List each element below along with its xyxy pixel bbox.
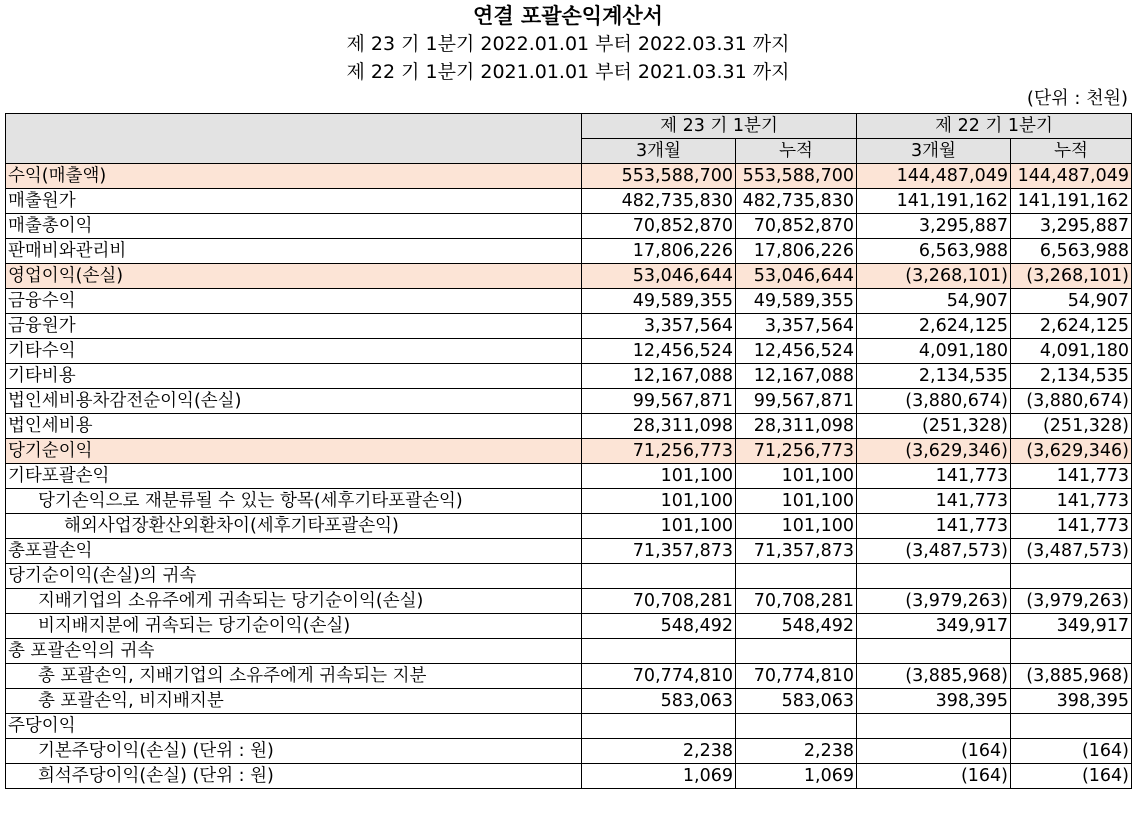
table-row: [6, 714, 1132, 739]
prior-cumulative-value: 3,295,887: [1011, 214, 1132, 239]
current-3month-value: 1,069: [582, 764, 736, 789]
table-row: [6, 664, 1132, 689]
prior-cumulative-value: 349,917: [1011, 614, 1132, 639]
prior-3month-value: (3,629,346): [857, 439, 1011, 464]
current-3month-value: 53,046,644: [582, 264, 736, 289]
prior-3month-value: 141,773: [857, 464, 1011, 489]
table-body: [6, 164, 1132, 789]
table-header: [6, 114, 1132, 164]
row-label: 기타포괄손익: [6, 464, 582, 489]
current-3month-value: 101,100: [582, 489, 736, 514]
prior-3month-value: 141,773: [857, 489, 1011, 514]
current-cumulative-value: 553,588,700: [736, 164, 857, 189]
row-label: 당기손익으로 재분류될 수 있는 항목(세후기타포괄손익): [6, 489, 582, 514]
prior-3month-value: [857, 639, 1011, 664]
prior-cumulative-value: (3,979,263): [1011, 589, 1132, 614]
prior-cumulative-value: 141,773: [1011, 464, 1132, 489]
header-prior-period: 제 22 기 1분기: [857, 114, 1132, 139]
current-cumulative-value: 101,100: [736, 514, 857, 539]
prior-3month-value: (251,328): [857, 414, 1011, 439]
current-3month-value: 101,100: [582, 464, 736, 489]
prior-3month-value: 3,295,887: [857, 214, 1011, 239]
table-row: [6, 614, 1132, 639]
row-label: 총포괄손익: [6, 539, 582, 564]
prior-3month-value: [857, 714, 1011, 739]
header-current-period: 제 23 기 1분기: [582, 114, 857, 139]
current-cumulative-value: 70,708,281: [736, 589, 857, 614]
row-label: 당기순이익(손실)의 귀속: [6, 564, 582, 589]
table-row: [6, 489, 1132, 514]
prior-cumulative-value: 141,773: [1011, 514, 1132, 539]
current-cumulative-value: 482,735,830: [736, 189, 857, 214]
prior-cumulative-value: 6,563,988: [1011, 239, 1132, 264]
table-row: [6, 514, 1132, 539]
row-label: 희석주당이익(손실) (단위 : 원): [6, 764, 582, 789]
current-3month-value: 553,588,700: [582, 164, 736, 189]
row-label: 법인세비용차감전순이익(손실): [6, 389, 582, 414]
table-row: [6, 589, 1132, 614]
current-cumulative-value: [736, 714, 857, 739]
current-3month-value: 70,708,281: [582, 589, 736, 614]
prior-cumulative-value: 141,191,162: [1011, 189, 1132, 214]
prior-3month-value: (3,487,573): [857, 539, 1011, 564]
current-3month-value: 49,589,355: [582, 289, 736, 314]
current-cumulative-value: 70,774,810: [736, 664, 857, 689]
current-cumulative-value: 99,567,871: [736, 389, 857, 414]
header-prior-cumulative: 누적: [1011, 139, 1132, 164]
prior-cumulative-value: 2,134,535: [1011, 364, 1132, 389]
prior-cumulative-value: [1011, 564, 1132, 589]
row-label: 영업이익(손실): [6, 264, 582, 289]
period-current: 제 23 기 1분기 2022.01.01 부터 2022.03.31 까지: [346, 33, 790, 55]
statement-title: 연결 포괄손익계산서: [473, 4, 663, 28]
current-3month-value: 3,357,564: [582, 314, 736, 339]
header-current-cumulative: 누적: [736, 139, 857, 164]
table-row: [6, 339, 1132, 364]
table-row: [6, 214, 1132, 239]
row-label: 해외사업장환산외환차이(세후기타포괄손익): [6, 514, 582, 539]
table-row: [6, 239, 1132, 264]
current-cumulative-value: 3,357,564: [736, 314, 857, 339]
table-row: [6, 689, 1132, 714]
period-prior: 제 22 기 1분기 2021.01.01 부터 2021.03.31 까지: [346, 61, 790, 83]
current-3month-value: [582, 639, 736, 664]
prior-cumulative-value: [1011, 639, 1132, 664]
row-label: 매출총이익: [6, 214, 582, 239]
prior-cumulative-value: 398,395: [1011, 689, 1132, 714]
current-cumulative-value: 17,806,226: [736, 239, 857, 264]
current-cumulative-value: [736, 564, 857, 589]
table-row: [6, 464, 1132, 489]
current-3month-value: 12,456,524: [582, 339, 736, 364]
header-corner-cell: [6, 114, 582, 164]
current-3month-value: 2,238: [582, 739, 736, 764]
row-label: 기타비용: [6, 364, 582, 389]
prior-3month-value: 6,563,988: [857, 239, 1011, 264]
prior-3month-value: [857, 564, 1011, 589]
current-3month-value: 28,311,098: [582, 414, 736, 439]
table-row: [6, 264, 1132, 289]
table-row: [6, 364, 1132, 389]
row-label: 법인세비용: [6, 414, 582, 439]
row-label: 수익(매출액): [6, 164, 582, 189]
prior-cumulative-value: (3,880,674): [1011, 389, 1132, 414]
prior-cumulative-value: (3,268,101): [1011, 264, 1132, 289]
current-3month-value: 101,100: [582, 514, 736, 539]
current-cumulative-value: 101,100: [736, 489, 857, 514]
table-row: [6, 639, 1132, 664]
prior-cumulative-value: [1011, 714, 1132, 739]
prior-cumulative-value: (3,629,346): [1011, 439, 1132, 464]
current-cumulative-value: 71,357,873: [736, 539, 857, 564]
prior-cumulative-value: (251,328): [1011, 414, 1132, 439]
prior-cumulative-value: 2,624,125: [1011, 314, 1132, 339]
current-cumulative-value: 12,456,524: [736, 339, 857, 364]
current-cumulative-value: 2,238: [736, 739, 857, 764]
row-label: 매출원가: [6, 189, 582, 214]
prior-3month-value: (3,880,674): [857, 389, 1011, 414]
row-label: 총 포괄손익, 비지배지분: [6, 689, 582, 714]
row-label: 주당이익: [6, 714, 582, 739]
current-3month-value: 71,357,873: [582, 539, 736, 564]
prior-3month-value: (164): [857, 764, 1011, 789]
table-row: [6, 289, 1132, 314]
row-label: 지배기업의 소유주에게 귀속되는 당기순이익(손실): [6, 589, 582, 614]
header-prior-3month: 3개월: [857, 139, 1011, 164]
current-cumulative-value: 49,589,355: [736, 289, 857, 314]
row-label: 기본주당이익(손실) (단위 : 원): [6, 739, 582, 764]
prior-cumulative-value: (164): [1011, 739, 1132, 764]
current-cumulative-value: 70,852,870: [736, 214, 857, 239]
current-3month-value: 12,167,088: [582, 364, 736, 389]
current-cumulative-value: 28,311,098: [736, 414, 857, 439]
current-cumulative-value: 53,046,644: [736, 264, 857, 289]
current-3month-value: 482,735,830: [582, 189, 736, 214]
table-row: [6, 739, 1132, 764]
current-cumulative-value: [736, 639, 857, 664]
prior-3month-value: 141,773: [857, 514, 1011, 539]
prior-3month-value: 54,907: [857, 289, 1011, 314]
current-cumulative-value: 101,100: [736, 464, 857, 489]
row-label: 총 포괄손익, 지배기업의 소유주에게 귀속되는 지분: [6, 664, 582, 689]
row-label: 총 포괄손익의 귀속: [6, 639, 582, 664]
current-3month-value: 548,492: [582, 614, 736, 639]
table-row: [6, 539, 1132, 564]
income-statement-table: [5, 113, 1132, 789]
prior-3month-value: 4,091,180: [857, 339, 1011, 364]
prior-3month-value: (3,979,263): [857, 589, 1011, 614]
prior-cumulative-value: (3,885,968): [1011, 664, 1132, 689]
current-3month-value: 70,852,870: [582, 214, 736, 239]
prior-3month-value: (3,885,968): [857, 664, 1011, 689]
row-label: 당기순이익: [6, 439, 582, 464]
prior-3month-value: 141,191,162: [857, 189, 1011, 214]
prior-cumulative-value: 4,091,180: [1011, 339, 1132, 364]
current-cumulative-value: 71,256,773: [736, 439, 857, 464]
prior-3month-value: 2,624,125: [857, 314, 1011, 339]
table-row: [6, 189, 1132, 214]
table-row: [6, 414, 1132, 439]
prior-3month-value: (3,268,101): [857, 264, 1011, 289]
unit-note: (단위 : 천원): [1026, 88, 1128, 109]
current-3month-value: 583,063: [582, 689, 736, 714]
prior-3month-value: (164): [857, 739, 1011, 764]
current-3month-value: [582, 564, 736, 589]
row-label: 비지배지분에 귀속되는 당기순이익(손실): [6, 614, 582, 639]
prior-cumulative-value: 54,907: [1011, 289, 1132, 314]
table-row: [6, 164, 1132, 189]
prior-3month-value: 398,395: [857, 689, 1011, 714]
header-current-3month: 3개월: [582, 139, 736, 164]
current-3month-value: 71,256,773: [582, 439, 736, 464]
current-3month-value: 99,567,871: [582, 389, 736, 414]
current-cumulative-value: 548,492: [736, 614, 857, 639]
prior-cumulative-value: (3,487,573): [1011, 539, 1132, 564]
row-label: 기타수익: [6, 339, 582, 364]
prior-3month-value: 2,134,535: [857, 364, 1011, 389]
table-row: [6, 564, 1132, 589]
row-label: 판매비와관리비: [6, 239, 582, 264]
table-row: [6, 439, 1132, 464]
table-row: [6, 389, 1132, 414]
prior-3month-value: 349,917: [857, 614, 1011, 639]
current-cumulative-value: 12,167,088: [736, 364, 857, 389]
table-row: [6, 764, 1132, 789]
table-row: [6, 314, 1132, 339]
row-label: 금융수익: [6, 289, 582, 314]
prior-cumulative-value: (164): [1011, 764, 1132, 789]
current-cumulative-value: 1,069: [736, 764, 857, 789]
prior-cumulative-value: 141,773: [1011, 489, 1132, 514]
prior-3month-value: 144,487,049: [857, 164, 1011, 189]
current-3month-value: 17,806,226: [582, 239, 736, 264]
prior-cumulative-value: 144,487,049: [1011, 164, 1132, 189]
row-label: 금융원가: [6, 314, 582, 339]
current-cumulative-value: 583,063: [736, 689, 857, 714]
current-3month-value: 70,774,810: [582, 664, 736, 689]
current-3month-value: [582, 714, 736, 739]
